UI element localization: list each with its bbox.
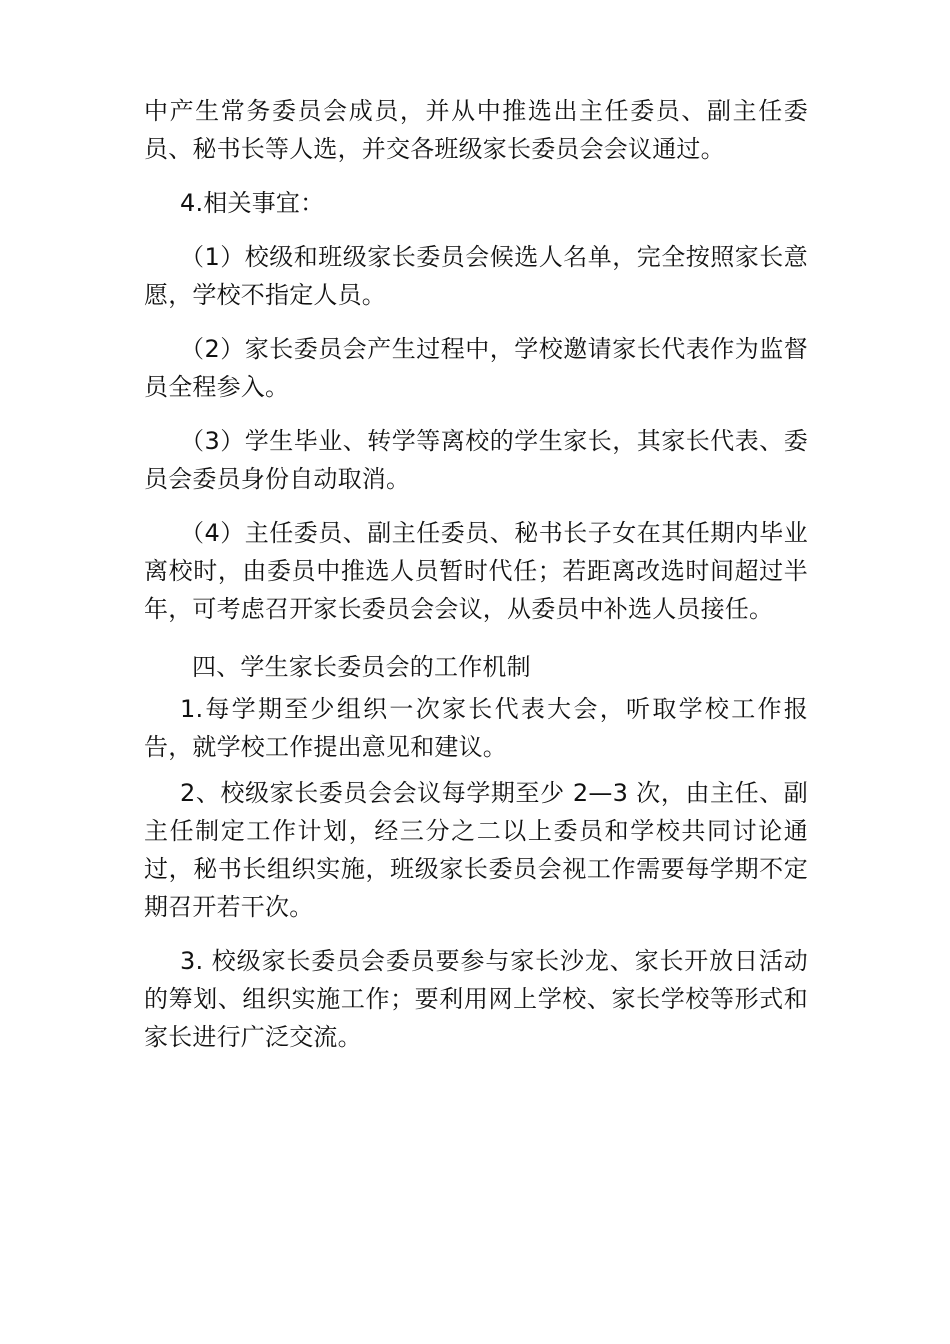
paragraph-mechanism-2: 2、校级家长委员会会议每学期至少 2—3 次，由主任、副主任制定工作计划，经三分之二以上委员和学校共同讨论通过，秘书长组织实施，班级家长委员会视工作需要每学期不定期召开若干次。: [144, 779, 808, 921]
paragraph-item-2: （2）家长委员会产生过程中，学校邀请家长代表作为监督员全程参入。: [144, 335, 808, 401]
paragraph-mechanism-1: 1.每学期至少组织一次家长代表大会，听取学校工作报告，就学校工作提出意见和建议。: [144, 695, 808, 761]
paragraph-item-1: （1）校级和班级家长委员会候选人名单，完全按照家长意愿，学校不指定人员。: [144, 243, 808, 309]
paragraph-item-4: （4）主任委员、副主任委员、秘书长子女在其任期内毕业离校时，由委员中推选人员暂时代任；若距离改选时间超过半年，可考虑召开家长委员会会议，从委员中补选人员接任。: [144, 519, 808, 623]
section-heading: 四、学生家长委员会的工作机制: [192, 653, 531, 681]
paragraph-related-matters: 4.相关事宜：: [180, 189, 325, 217]
paragraph-mechanism-3: 3. 校级家长委员会委员要参与家长沙龙、家长开放日活动的筹划、组织实施工作；要利用网上学校、家长学校等形式和家长进行广泛交流。: [144, 947, 808, 1051]
document-body: [144, 92, 808, 1072]
paragraph-continuation: 中产生常务委员会成员，并从中推选出主任委员、副主任委员、秘书长等人选，并交各班级家长委员会会议通过。: [144, 97, 808, 163]
paragraph-item-3: （3）学生毕业、转学等离校的学生家长，其家长代表、委员会委员身份自动取消。: [144, 427, 808, 493]
